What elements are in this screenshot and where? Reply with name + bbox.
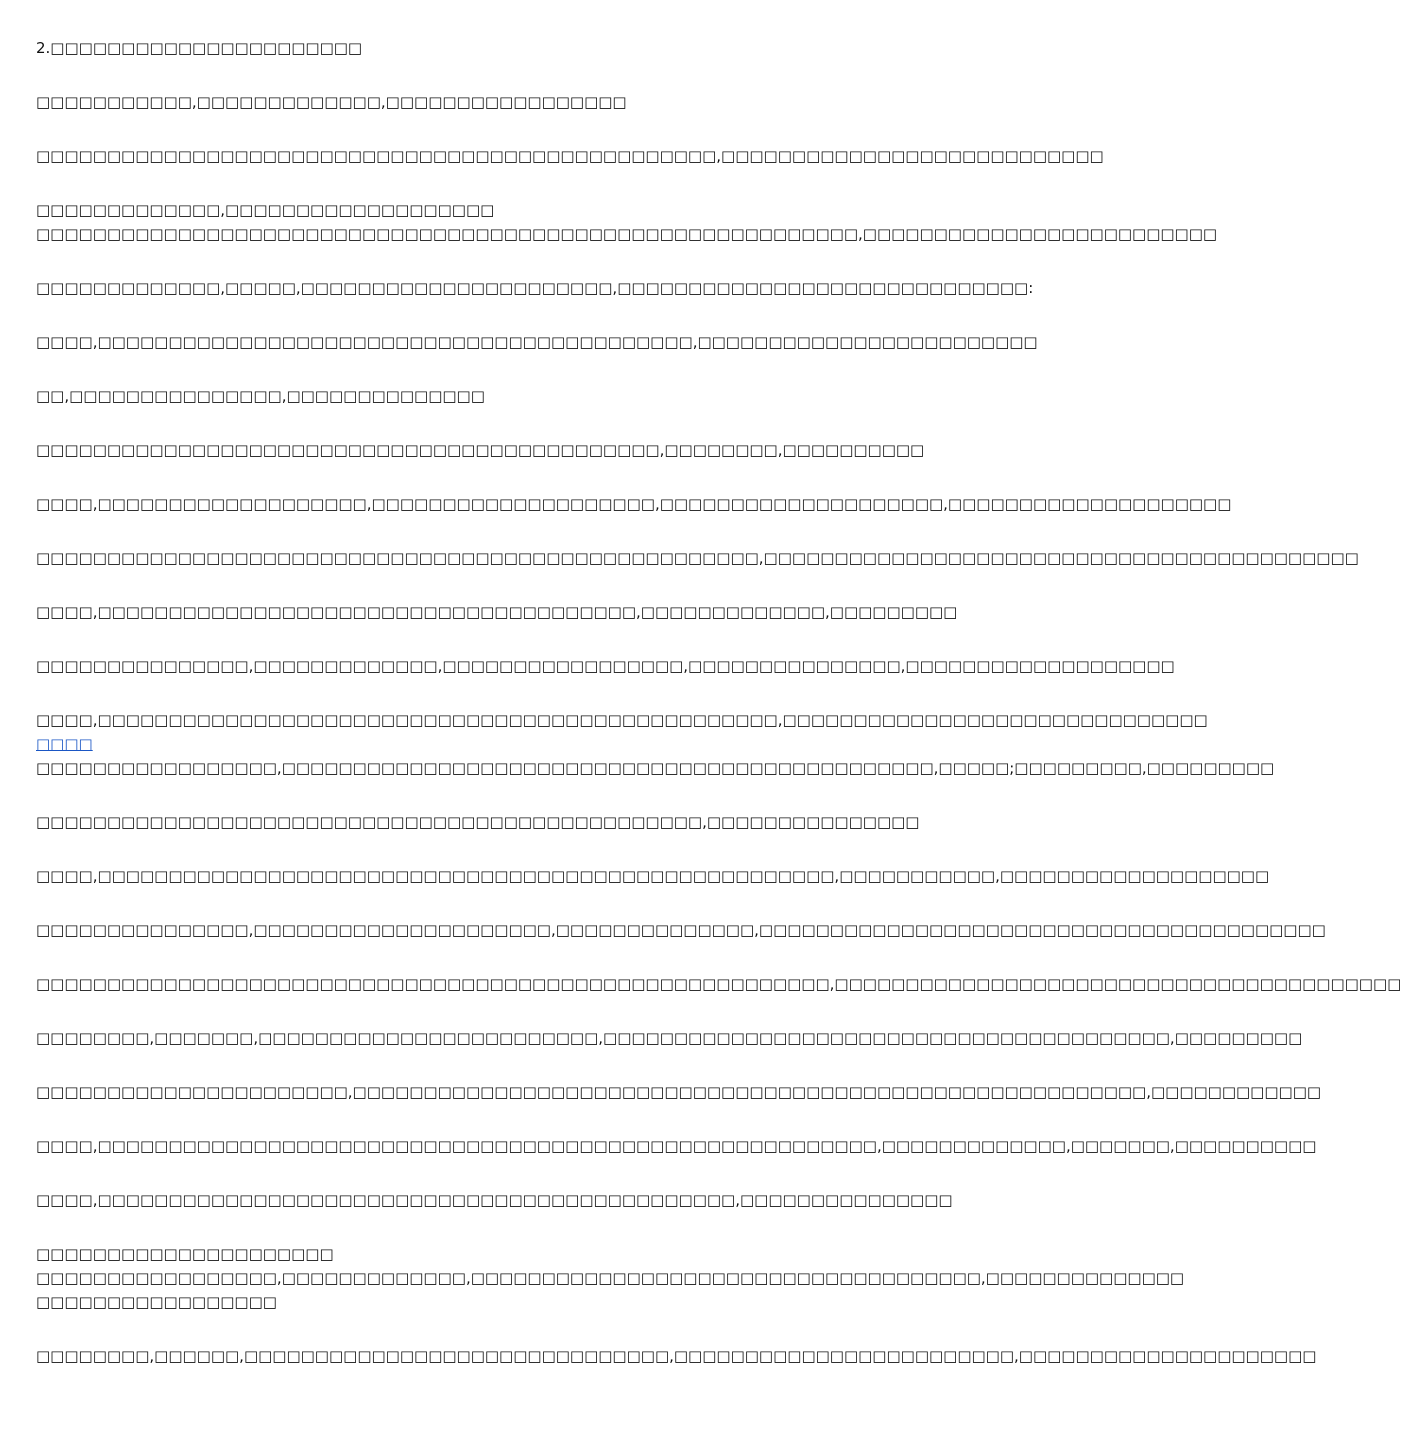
section-block	[36, 1242, 1185, 1314]
paragraph: □□□□□□□□,□□□□□□□,□□□□□□□□□□□□□□□□□□□□□□□□,□□□□□□□□□□□□□□□□□□□□□□□□□□□□□□□□□□□□□□□□,□□□□□□□□□	[36, 1029, 1303, 1047]
link-paragraph	[36, 708, 1275, 780]
document-page	[36, 36, 1401, 1368]
inline-link[interactable]: □□□□	[36, 735, 93, 753]
paragraph: □□□□□□□□□□□□□□□□□□□□□□□□□□□□□□□□□□□□□□□□□□□□□□□□□□□□□□□□,□□□□□□□□□□□□□□□□□□□□□□□□□□□□□□□□□□□□□□□□	[36, 975, 1401, 993]
two-line-paragraph	[36, 198, 1218, 246]
paragraph: □□□□□□□□□□□□□□□□□□□□□□□□□□□□□□□□□□□□□□□□□□□□□□□,□□□□□□□□□□□□□□□	[36, 813, 920, 831]
paragraph-line: □□□□□□□□□□□□□□□□□,□□□□□□□□□□□□□,□□□□□□□□□□□□□□□□□□□□□□□□□□□□□□□□□□□□,□□□□□□□□□□□□□□	[36, 1269, 1185, 1287]
paragraph: □□□□□□□□□□□□□□□,□□□□□□□□□□□□□,□□□□□□□□□□□□□□□□□,□□□□□□□□□□□□□□□,□□□□□□□□□□□□□□□□□□□	[36, 657, 1175, 675]
paragraph-line: □□□□□□□□□□□□□□□□□,□□□□□□□□□□□□□□□□□□□□□□□□□□□□□□□□□□□□□□□□□□□□□□,□□□□□;□□□□□□□□□,□□□□□□□□□	[36, 759, 1275, 777]
paragraph: □□□□□□□□□□□□□□□□□□□□□□,□□□□□□□□□□□□□□□□□□□□□□□□□□□□□□□□□□□□□□□□□□□□□□□□□□□□□□□□,□□□□□□□□□□□□	[36, 1083, 1322, 1101]
paragraph: □□□□,□□□□□□□□□□□□□□□□□□□□□□□□□□□□□□□□□□□□□□□□□□□□□□□□□□□□,□□□□□□□□□□□,□□□□□□□□□□□□□□□□□□□	[36, 867, 1270, 885]
paragraph: □□□□□□□□□□□□□,□□□□□,□□□□□□□□□□□□□□□□□□□□□□,□□□□□□□□□□□□□□□□□□□□□□□□□□□□□:	[36, 279, 1034, 297]
paragraph: □□□□,□□□□□□□□□□□□□□□□□□□,□□□□□□□□□□□□□□□□□□□□,□□□□□□□□□□□□□□□□□□□□,□□□□□□□□□□□□□□□□□□□□	[36, 495, 1232, 513]
paragraph: □□□□□□□□□□□□□□□□□□□□□□□□□□□□□□□□□□□□□□□□□□□□□□□□□□□,□□□□□□□□□□□□□□□□□□□□□□□□□□□□□□□□□□□□□□□□□□	[36, 549, 1359, 567]
paragraph: □□□□□□□□,□□□□□□,□□□□□□□□□□□□□□□□□□□□□□□□□□□□□□,□□□□□□□□□□□□□□□□□□□□□□□□,□□□□□□□□□□□□□□□□□□□□□	[36, 1347, 1317, 1365]
document-heading: 2.□□□□□□□□□□□□□□□□□□□□□□	[36, 39, 363, 57]
paragraph: □□□□□□□□□□□□□□□,□□□□□□□□□□□□□□□□□□□□□,□□□□□□□□□□□□□□,□□□□□□□□□□□□□□□□□□□□□□□□□□□□□□□□□□□□□□□□	[36, 921, 1326, 939]
paragraph: □□□□□□□□□□□□□□□□□□□□□□□□□□□□□□□□□□□□□□□□□□□□□□□□,□□□□□□□□□□□□□□□□□□□□□□□□□□□	[36, 147, 1104, 165]
paragraph-line: □□□□□□□□□□□□□,□□□□□□□□□□□□□□□□□□□	[36, 201, 495, 219]
paragraph-line: □□□□□□□□□□□□□□□□□	[36, 1293, 277, 1311]
paragraph: □□□□,□□□□□□□□□□□□□□□□□□□□□□□□□□□□□□□□□□□□□□□□□□□□□,□□□□□□□□□□□□□□□	[36, 1191, 953, 1209]
paragraph: □□□□,□□□□□□□□□□□□□□□□□□□□□□□□□□□□□□□□□□□□□□,□□□□□□□□□□□□□,□□□□□□□□□	[36, 603, 958, 621]
paragraph: □□□□,□□□□□□□□□□□□□□□□□□□□□□□□□□□□□□□□□□□□□□□□□□,□□□□□□□□□□□□□□□□□□□□□□□□	[36, 333, 1038, 351]
paragraph-line: □□□□,□□□□□□□□□□□□□□□□□□□□□□□□□□□□□□□□□□□□□□□□□□□□□□□□,□□□□□□□□□□□□□□□□□□□□□□□□□□□□□□	[36, 711, 1208, 729]
paragraph-line: □□□□□□□□□□□□□□□□□□□□□□□□□□□□□□□□□□□□□□□□□□□□□□□□□□□□□□□□□□,□□□□□□□□□□□□□□□□□□□□□□□□□	[36, 225, 1218, 243]
paragraph: □□□□□□□□□□□,□□□□□□□□□□□□□,□□□□□□□□□□□□□□□□□	[36, 93, 627, 111]
section-title: □□□□□□□□□□□□□□□□□□□□□	[36, 1245, 334, 1263]
paragraph: □□□□□□□□□□□□□□□□□□□□□□□□□□□□□□□□□□□□□□□□□□□□,□□□□□□□□,□□□□□□□□□□	[36, 441, 925, 459]
paragraph: □□,□□□□□□□□□□□□□□□,□□□□□□□□□□□□□□	[36, 387, 485, 405]
paragraph: □□□□,□□□□□□□□□□□□□□□□□□□□□□□□□□□□□□□□□□□□□□□□□□□□□□□□□□□□□□□,□□□□□□□□□□□□□,□□□□□□□,□□□□□□□□□□	[36, 1137, 1317, 1155]
